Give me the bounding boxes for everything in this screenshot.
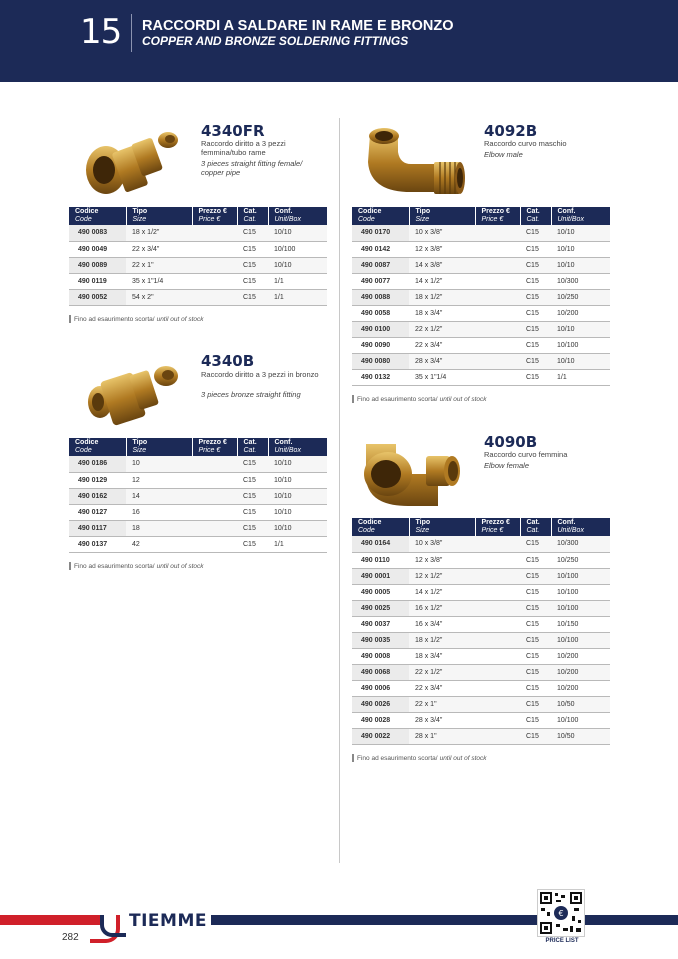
table-cell [475, 600, 520, 616]
table-cell: C15 [237, 456, 268, 472]
table-cell: C15 [520, 680, 551, 696]
column-header: Codice Code [352, 207, 409, 225]
table-cell: 22 x 1" [126, 257, 192, 273]
note-en: until out of stock [156, 315, 204, 323]
table-cell: 16 x 1/2" [409, 600, 475, 616]
table-cell: 10/10 [268, 504, 327, 520]
table-cell: 28 x 3/4" [409, 353, 475, 369]
table-row [352, 632, 610, 648]
table-cell: 28 x 1" [409, 728, 475, 744]
column-header: Cat. Cat. [237, 207, 268, 225]
table-cell [192, 289, 237, 305]
table-row [352, 680, 610, 696]
column-header: Conf. Unit/Box [268, 207, 327, 225]
table-cell: 490 0088 [352, 289, 409, 305]
table-cell: 490 0090 [352, 337, 409, 353]
table-cell: 10/10 [551, 353, 610, 369]
footer-red-band [0, 915, 100, 925]
footer-blue-curve [100, 915, 126, 937]
table-cell: 10/50 [551, 728, 610, 744]
table-cell [475, 632, 520, 648]
table-cell: 490 0186 [69, 456, 126, 472]
table-cell [475, 241, 520, 257]
column-header: Conf. Unit/Box [268, 438, 327, 456]
table-cell [192, 456, 237, 472]
note-it: Fino ad esaurimento scorta/ [357, 395, 438, 403]
stock-note [352, 395, 487, 403]
table-cell: 490 0087 [352, 257, 409, 273]
product-image-4340fr [78, 122, 188, 207]
table-row [69, 257, 327, 273]
table-cell: C15 [237, 520, 268, 536]
table-row [69, 504, 327, 520]
header-divider [131, 14, 132, 52]
table-cell: 490 0119 [69, 273, 126, 289]
table-cell: 12 [126, 472, 192, 488]
note-en: until out of stock [439, 754, 487, 762]
table-row [352, 600, 610, 616]
column-header: Tipo Size [409, 518, 475, 536]
table-cell: 10/200 [551, 648, 610, 664]
table-row [352, 552, 610, 568]
table-cell: 16 [126, 504, 192, 520]
table-cell [475, 648, 520, 664]
product-description-en: 3 pieces bronze straight fitting [201, 390, 301, 399]
table-cell: 10/100 [551, 337, 610, 353]
table-row [352, 241, 610, 257]
table-cell: 490 0137 [69, 536, 126, 552]
table-cell: 490 0132 [352, 369, 409, 385]
table-row [352, 305, 610, 321]
qr-code-icon [538, 890, 584, 936]
table-cell: 10/200 [551, 664, 610, 680]
table-cell: C15 [520, 305, 551, 321]
table-cell: 12 x 3/8" [409, 552, 475, 568]
svg-text:€: € [558, 909, 564, 918]
table-cell: 1/1 [268, 536, 327, 552]
product-description-it: Raccordo curvo femmina [484, 450, 568, 459]
table-cell: C15 [520, 337, 551, 353]
table-cell: 490 0026 [352, 696, 409, 712]
chapter-number: 15 [80, 12, 122, 52]
table-cell [192, 488, 237, 504]
table-cell: C15 [237, 273, 268, 289]
table-cell: C15 [237, 536, 268, 552]
column-header: Conf. Unit/Box [551, 207, 610, 225]
table-cell [475, 289, 520, 305]
table-cell: 490 0005 [352, 584, 409, 600]
table-cell: C15 [520, 353, 551, 369]
table-cell: 490 0037 [352, 616, 409, 632]
table-cell: C15 [520, 241, 551, 257]
table-cell: 12 x 3/8" [409, 241, 475, 257]
table-row [69, 488, 327, 504]
table-cell: C15 [237, 488, 268, 504]
table-cell: 54 x 2" [126, 289, 192, 305]
product-description-it: Raccordo curvo maschio [484, 139, 567, 148]
table-row [352, 712, 610, 728]
table-cell: 14 [126, 488, 192, 504]
table-cell [192, 273, 237, 289]
table-cell: C15 [520, 728, 551, 744]
table-cell [192, 257, 237, 273]
table-cell: 16 x 3/4" [409, 616, 475, 632]
table-cell: 490 0008 [352, 648, 409, 664]
table-cell: 490 0089 [69, 257, 126, 273]
product-table-4340b [69, 438, 327, 553]
table-cell: C15 [520, 648, 551, 664]
table-cell: C15 [520, 664, 551, 680]
page-number: 282 [62, 932, 79, 943]
product-image-4090b [356, 430, 471, 515]
note-marker [69, 562, 71, 570]
table-cell: 18 x 3/4" [409, 648, 475, 664]
table-cell: 18 x 3/4" [409, 305, 475, 321]
table-row [352, 584, 610, 600]
table-cell: 490 0170 [352, 225, 409, 241]
table-cell: 10 x 3/8" [409, 225, 475, 241]
table-cell: 10/50 [551, 696, 610, 712]
table-cell: 490 0142 [352, 241, 409, 257]
column-header: Cat. Cat. [520, 207, 551, 225]
table-cell: C15 [520, 273, 551, 289]
table-row [352, 568, 610, 584]
table-row [352, 225, 610, 241]
table-cell: 35 x 1"1/4 [409, 369, 475, 385]
table-cell: C15 [520, 584, 551, 600]
table-cell: 10/10 [268, 520, 327, 536]
table-cell: 10/10 [551, 321, 610, 337]
table-cell: 22 x 3/4" [409, 337, 475, 353]
table-row [69, 536, 327, 552]
column-header: Prezzo € Price € [192, 438, 237, 456]
column-header: Codice Code [69, 438, 126, 456]
table-cell [475, 552, 520, 568]
price-list-label: PRICE LIST [545, 938, 579, 944]
table-cell: 10/10 [551, 241, 610, 257]
table-cell: 12 x 1/2" [409, 568, 475, 584]
column-header: Tipo Size [409, 207, 475, 225]
table-cell: 22 x 1/2" [409, 321, 475, 337]
table-cell: C15 [237, 289, 268, 305]
table-header-row [352, 207, 610, 225]
table-cell: C15 [237, 241, 268, 257]
table-cell: 42 [126, 536, 192, 552]
table-row [69, 472, 327, 488]
table-row [352, 321, 610, 337]
table-cell: C15 [520, 321, 551, 337]
stock-note [69, 562, 204, 570]
table-row [69, 225, 327, 241]
table-cell: 10/250 [551, 289, 610, 305]
table-cell: 1/1 [268, 273, 327, 289]
table-cell: 10/10 [551, 225, 610, 241]
column-header: Codice Code [352, 518, 409, 536]
table-cell: 490 0110 [352, 552, 409, 568]
table-cell [475, 353, 520, 369]
table-cell: 10/10 [268, 257, 327, 273]
table-cell: 18 x 1/2" [126, 225, 192, 241]
table-cell: 1/1 [551, 369, 610, 385]
table-cell: 14 x 3/8" [409, 257, 475, 273]
stock-note [69, 315, 204, 323]
table-cell: C15 [237, 472, 268, 488]
table-cell [475, 321, 520, 337]
table-cell: 490 0127 [69, 504, 126, 520]
table-cell: C15 [237, 225, 268, 241]
table-cell: 18 x 1/2" [409, 289, 475, 305]
product-image-4340b [78, 358, 188, 433]
table-cell: C15 [520, 568, 551, 584]
table-cell: 10/10 [268, 456, 327, 472]
table-cell: C15 [520, 600, 551, 616]
table-cell: 14 x 1/2" [409, 273, 475, 289]
note-marker [69, 315, 71, 323]
page-header [0, 0, 678, 82]
product-table-4090b [352, 518, 610, 745]
table-cell [475, 257, 520, 273]
table-cell: C15 [520, 616, 551, 632]
product-code: 4340B [201, 352, 255, 370]
column-header: Cat. Cat. [520, 518, 551, 536]
table-cell: 10/200 [551, 680, 610, 696]
column-header: Tipo Size [126, 438, 192, 456]
table-cell: 22 x 1" [409, 696, 475, 712]
table-cell: C15 [520, 552, 551, 568]
table-row [352, 273, 610, 289]
product-description-en: Elbow male [484, 150, 523, 159]
table-cell: 490 0035 [352, 632, 409, 648]
column-header: Prezzo € Price € [192, 207, 237, 225]
table-cell: 490 0028 [352, 712, 409, 728]
table-row [69, 273, 327, 289]
table-cell: C15 [520, 225, 551, 241]
table-cell: 490 0068 [352, 664, 409, 680]
table-cell: 490 0052 [69, 289, 126, 305]
table-row [352, 728, 610, 744]
table-cell: 10/100 [551, 632, 610, 648]
table-cell: C15 [520, 536, 551, 552]
table-cell: 490 0100 [352, 321, 409, 337]
table-cell [475, 680, 520, 696]
table-cell [475, 664, 520, 680]
table-cell: 490 0080 [352, 353, 409, 369]
table-row [352, 369, 610, 385]
page-title: RACCORDI A SALDARE IN RAME E BRONZO [142, 18, 454, 34]
table-cell: C15 [237, 257, 268, 273]
table-row [352, 648, 610, 664]
table-cell: 10/10 [268, 472, 327, 488]
table-row [352, 536, 610, 552]
table-cell: 10/300 [551, 273, 610, 289]
table-cell: 1/1 [268, 289, 327, 305]
table-cell: 490 0083 [69, 225, 126, 241]
column-header: Conf. Unit/Box [551, 518, 610, 536]
table-cell [475, 536, 520, 552]
table-row [69, 241, 327, 257]
table-row [352, 353, 610, 369]
table-cell [192, 536, 237, 552]
table-row [352, 257, 610, 273]
table-row [352, 337, 610, 353]
product-description-en: 3 pieces straight fitting female/ copper pipe [201, 159, 303, 177]
column-header: Prezzo € Price € [475, 518, 520, 536]
page-subtitle: COPPER AND BRONZE SOLDERING FITTINGS [142, 34, 409, 48]
table-cell [475, 712, 520, 728]
table-cell [192, 504, 237, 520]
table-cell: C15 [520, 257, 551, 273]
table-cell: 22 x 3/4" [409, 680, 475, 696]
table-header-row [352, 518, 610, 536]
product-description-it: Raccordo diritto a 3 pezzi in bronzo [201, 370, 319, 379]
product-table-4092b [352, 207, 610, 386]
table-cell: 490 0164 [352, 536, 409, 552]
table-cell: 10/100 [551, 712, 610, 728]
table-cell [192, 472, 237, 488]
table-cell: 10/100 [551, 584, 610, 600]
product-code: 4090B [484, 433, 538, 451]
column-header: Cat. Cat. [237, 438, 268, 456]
qr-code[interactable] [537, 889, 585, 937]
table-row [69, 520, 327, 536]
note-en: until out of stock [156, 562, 204, 570]
table-cell [475, 584, 520, 600]
table-cell: 10/100 [551, 568, 610, 584]
table-cell [475, 568, 520, 584]
table-cell: 22 x 1/2" [409, 664, 475, 680]
table-cell: 10/300 [551, 536, 610, 552]
note-it: Fino ad esaurimento scorta/ [74, 562, 155, 570]
table-cell: 490 0001 [352, 568, 409, 584]
table-row [69, 456, 327, 472]
stock-note [352, 754, 487, 762]
product-code: 4092B [484, 122, 538, 140]
table-cell: C15 [520, 632, 551, 648]
table-cell: C15 [520, 712, 551, 728]
table-cell: 14 x 1/2" [409, 584, 475, 600]
table-cell [475, 696, 520, 712]
footer-blue-band [200, 915, 678, 925]
column-header: Prezzo € Price € [475, 207, 520, 225]
brand-logo: TIEMME [127, 911, 211, 931]
table-cell: 490 0049 [69, 241, 126, 257]
table-cell [192, 241, 237, 257]
table-cell: 18 [126, 520, 192, 536]
product-table-4340fr [69, 207, 327, 306]
table-cell: 490 0006 [352, 680, 409, 696]
table-cell: 490 0162 [69, 488, 126, 504]
table-cell: 28 x 3/4" [409, 712, 475, 728]
table-cell: 10/100 [268, 241, 327, 257]
table-cell: 10 x 3/8" [409, 536, 475, 552]
column-header: Tipo Size [126, 207, 192, 225]
table-cell: 10 [126, 456, 192, 472]
table-cell: 10/10 [551, 257, 610, 273]
table-row [352, 616, 610, 632]
table-cell [475, 273, 520, 289]
table-cell: C15 [237, 504, 268, 520]
table-cell: 10/150 [551, 616, 610, 632]
table-cell [192, 520, 237, 536]
table-cell: 10/10 [268, 488, 327, 504]
column-header: Codice Code [69, 207, 126, 225]
table-cell [475, 225, 520, 241]
note-it: Fino ad esaurimento scorta/ [357, 754, 438, 762]
product-description-it: Raccordo diritto a 3 pezzi femmina/tubo rame [201, 139, 286, 157]
table-cell: 490 0077 [352, 273, 409, 289]
product-description-en: Elbow female [484, 461, 530, 470]
table-cell: 490 0025 [352, 600, 409, 616]
table-cell [192, 225, 237, 241]
table-row [352, 664, 610, 680]
table-row [352, 289, 610, 305]
table-cell [475, 369, 520, 385]
table-cell [475, 616, 520, 632]
table-cell: C15 [520, 369, 551, 385]
table-cell: 10/10 [268, 225, 327, 241]
table-header-row [69, 438, 327, 456]
table-cell [475, 305, 520, 321]
table-cell [475, 728, 520, 744]
table-cell [475, 337, 520, 353]
table-cell: 490 0058 [352, 305, 409, 321]
table-cell: 10/100 [551, 600, 610, 616]
table-cell: 22 x 3/4" [126, 241, 192, 257]
note-it: Fino ad esaurimento scorta/ [74, 315, 155, 323]
table-cell: 490 0022 [352, 728, 409, 744]
table-header-row [69, 207, 327, 225]
table-cell: 10/250 [551, 552, 610, 568]
column-divider [339, 118, 340, 863]
table-row [352, 696, 610, 712]
table-cell: C15 [520, 289, 551, 305]
table-cell: 10/200 [551, 305, 610, 321]
table-cell: C15 [520, 696, 551, 712]
note-marker [352, 754, 354, 762]
table-cell: 490 0129 [69, 472, 126, 488]
note-en: until out of stock [439, 395, 487, 403]
product-code: 4340FR [201, 122, 265, 140]
table-cell: 35 x 1"1/4 [126, 273, 192, 289]
table-row [69, 289, 327, 305]
product-image-4092b [356, 122, 471, 207]
table-cell: 490 0117 [69, 520, 126, 536]
note-marker [352, 395, 354, 403]
table-cell: 18 x 1/2" [409, 632, 475, 648]
